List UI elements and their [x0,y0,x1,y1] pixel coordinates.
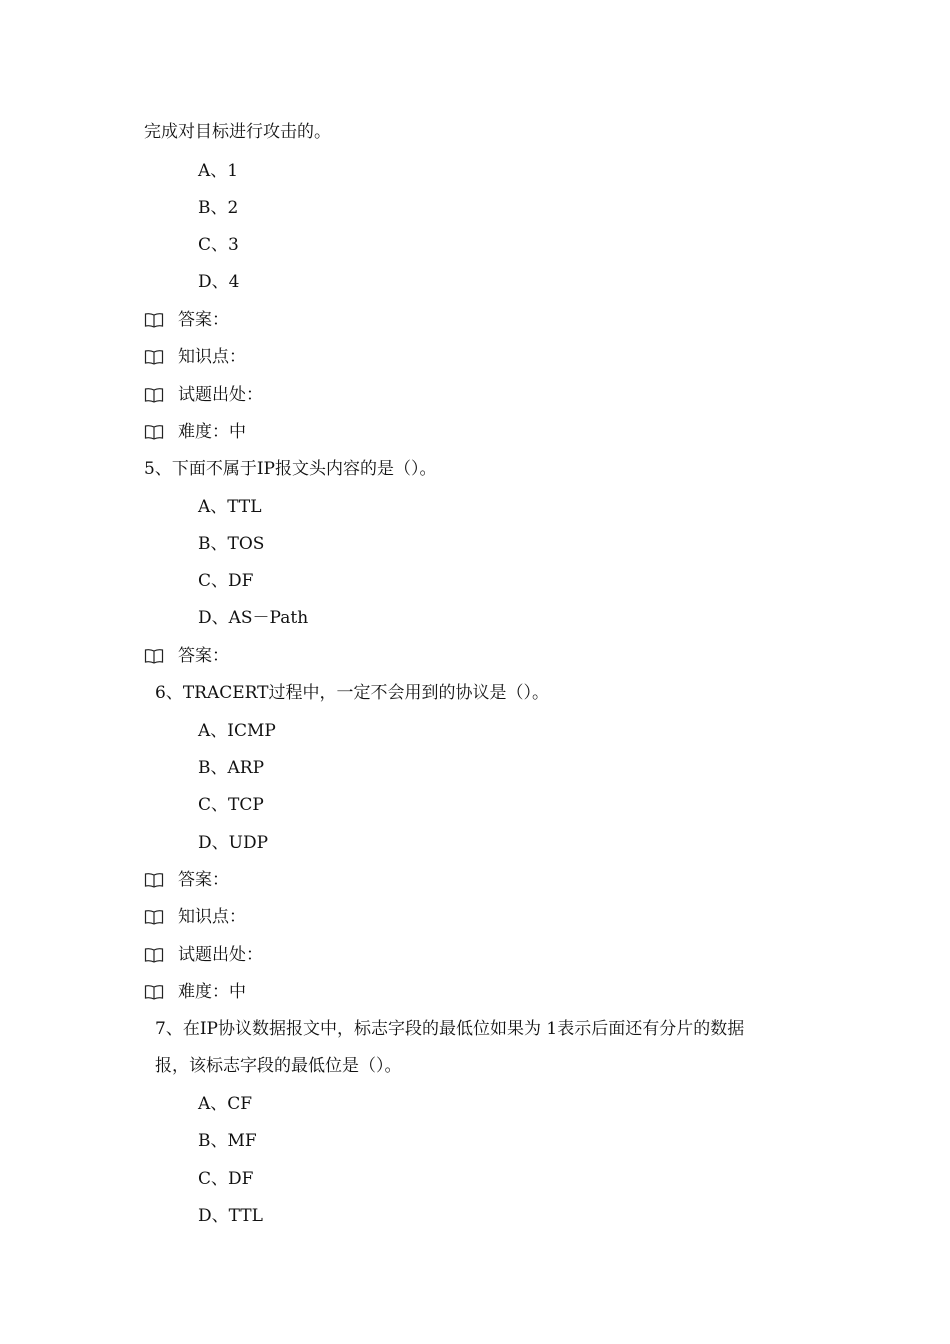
book-icon [144,424,164,440]
knowledge-label: 知识点： [178,907,246,927]
book-icon [144,909,164,925]
knowledge-label: 知识点： [178,347,246,367]
book-icon [144,349,164,365]
q5-option-c[interactable]: C、DF [198,571,254,591]
q6-option-b[interactable]: B、ARP [198,758,265,778]
book-icon [144,984,164,1000]
q6-knowledge-row [144,906,246,928]
question-7-text-line2: 报，该标志字段的最低位是（）。 [155,1056,402,1076]
q4-option-c[interactable]: C、3 [198,235,239,255]
q4-knowledge-row [144,346,246,368]
book-icon [144,387,164,403]
book-icon [144,947,164,963]
answer-label: 答案： [178,310,229,330]
book-icon [144,312,164,328]
difficulty-label: 难度：中 [178,422,246,442]
q5-option-d[interactable]: D、AS－Path [198,608,309,628]
q4-source-row [144,384,263,406]
book-icon [144,872,164,888]
q5-option-a[interactable]: A、TTL [198,497,262,517]
book-icon [144,648,164,664]
q4-answer-row [144,309,229,331]
q7-option-c[interactable]: C、DF [198,1169,254,1189]
question-5-text: 5、下面不属于IP报文头内容的是（）。 [144,459,437,479]
difficulty-label: 难度：中 [178,982,246,1002]
q6-difficulty-row [144,981,246,1003]
q7-option-a[interactable]: A、CF [198,1094,253,1114]
question-7-text-line1: 7、在IP协议数据报文中，标志字段的最低位如果为 1表示后面还有分片的数据 [155,1019,745,1039]
q4-option-b[interactable]: B、2 [198,198,239,218]
q6-answer-row [144,869,229,891]
q6-option-c[interactable]: C、TCP [198,795,264,815]
q4-option-d[interactable]: D、4 [198,272,240,292]
q4-difficulty-row [144,421,246,443]
q4-option-a[interactable]: A、1 [198,161,239,181]
answer-label: 答案： [178,870,229,890]
source-label: 试题出处： [178,945,263,965]
q7-option-b[interactable]: B、MF [198,1131,257,1151]
q6-source-row [144,944,263,966]
q6-option-a[interactable]: A、ICMP [198,721,276,741]
q5-answer-row [144,645,229,667]
answer-label: 答案： [178,646,229,666]
question-4-text-tail: 完成对目标进行攻击的。 [144,122,331,142]
q6-option-d[interactable]: D、UDP [198,833,269,853]
question-6-text: 6、TRACERT过程中，一定不会用到的协议是（）。 [155,683,549,703]
q7-option-d[interactable]: D、TTL [198,1206,263,1226]
source-label: 试题出处： [178,385,263,405]
q5-option-b[interactable]: B、TOS [198,534,265,554]
